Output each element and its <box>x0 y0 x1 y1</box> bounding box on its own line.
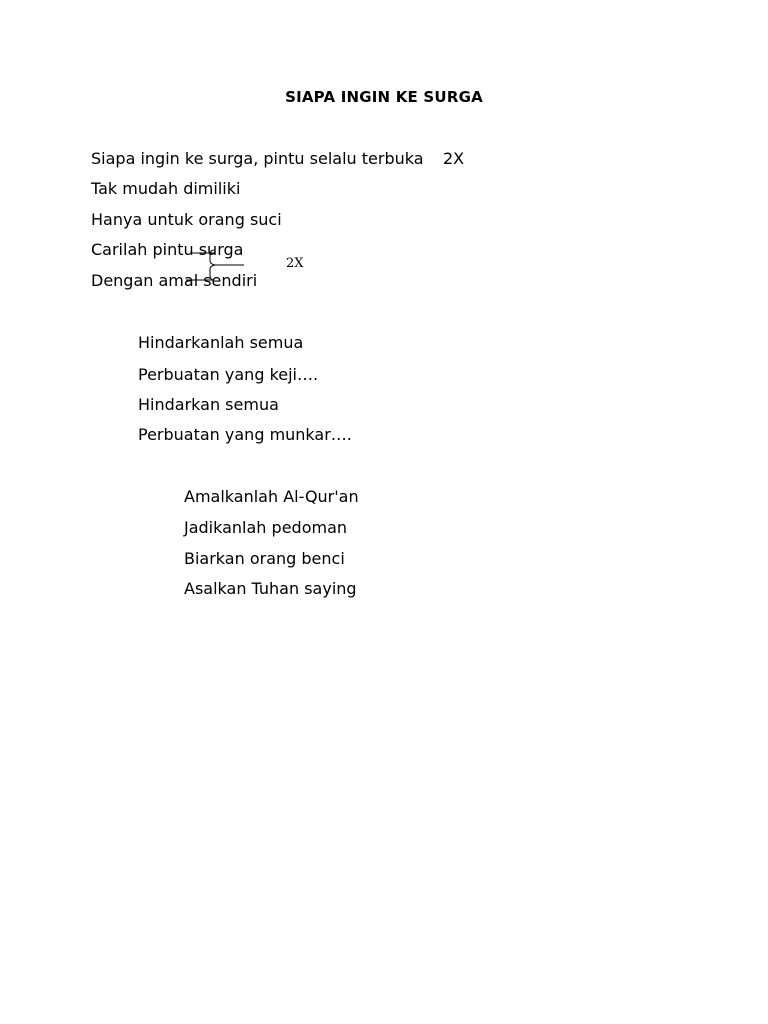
verse1-line-2: Tak mudah dimiliki <box>91 179 241 198</box>
verse1-line-4: Carilah pintu surga <box>91 240 244 259</box>
verse2-line-2: Perbuatan yang keji…. <box>138 365 319 384</box>
verse1-line-1: Siapa ingin ke surga, pintu selalu terbuka <box>91 149 424 168</box>
verse2-line-4: Perbuatan yang munkar…. <box>138 425 352 444</box>
repeat-bracket-icon <box>186 242 248 288</box>
song-title: SIAPA INGIN KE SURGA <box>285 88 483 106</box>
verse1-line-5: Dengan amal sendiri <box>91 271 258 290</box>
verse2-line-1: Hindarkanlah semua <box>138 333 304 352</box>
repeat-mark-first-line: 2X <box>443 149 465 168</box>
verse3-line-3: Biarkan orang benci <box>184 549 345 568</box>
verse1-line-3: Hanya untuk orang suci <box>91 210 282 229</box>
verse3-line-4: Asalkan Tuhan saying <box>184 579 357 598</box>
verse3-line-2: Jadikanlah pedoman <box>184 518 348 537</box>
verse2-line-3: Hindarkan semua <box>138 395 279 414</box>
verse3-line-1: Amalkanlah Al-Qur'an <box>184 487 359 506</box>
repeat-mark-bracket: 2X <box>286 256 304 271</box>
